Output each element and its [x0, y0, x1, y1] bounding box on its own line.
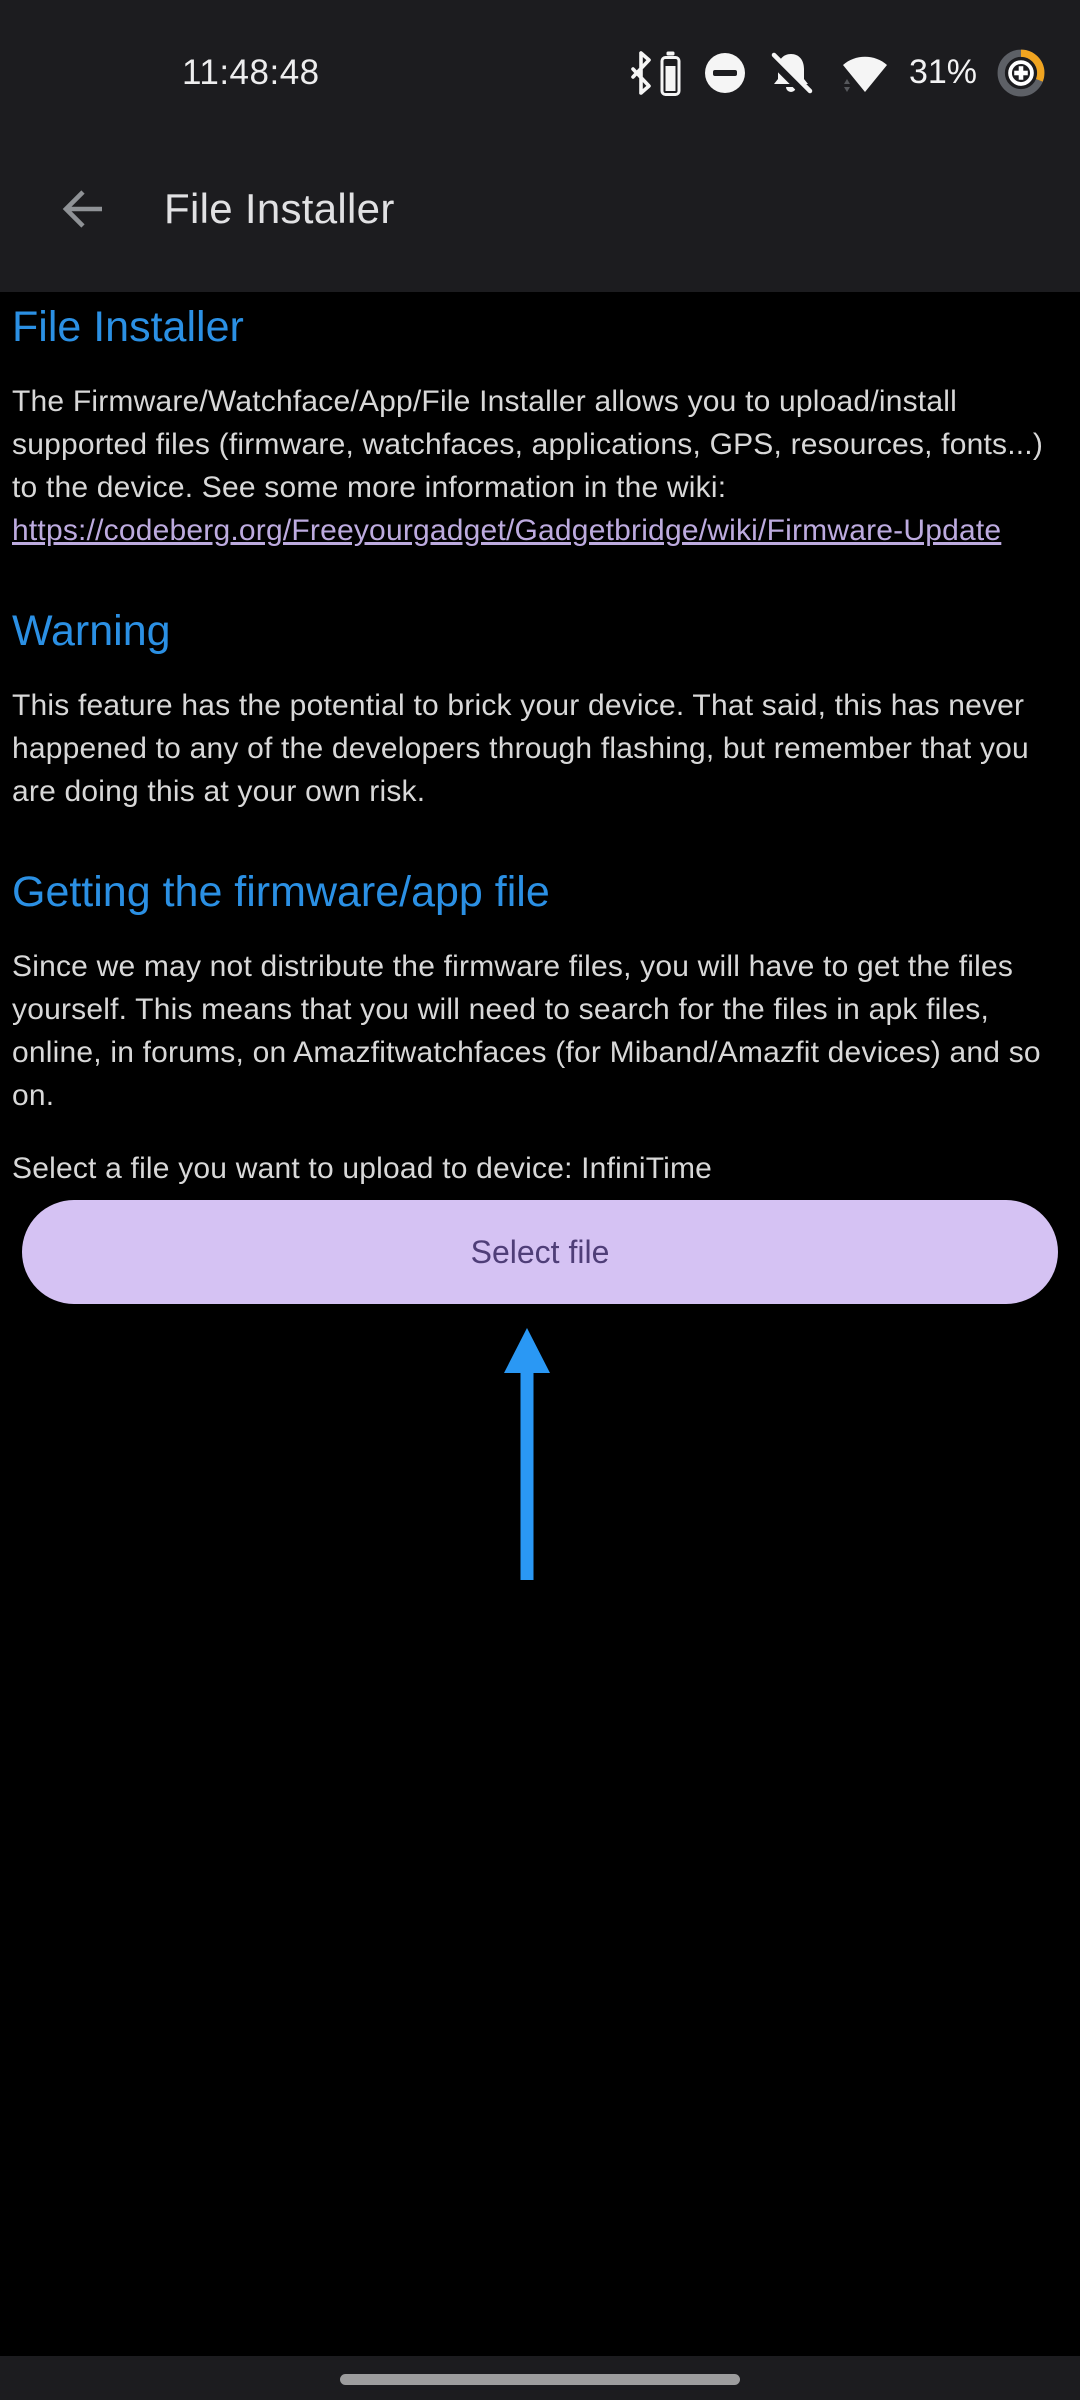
back-button[interactable] — [58, 185, 106, 233]
status-bar — [0, 0, 1080, 145]
select-file-button[interactable]: Select file — [22, 1200, 1058, 1304]
battery-saver-icon — [996, 48, 1046, 98]
firmware-update-wiki-link[interactable]: https://codeberg.org/Freeyourgadget/Gadgetbridge/wiki/Firmware-Update — [12, 514, 1002, 547]
bluetooth-device-battery-icon — [627, 48, 683, 98]
notifications-off-icon — [767, 49, 815, 97]
heading-warning: Warning — [12, 607, 171, 655]
paragraph-warning: This feature has the potential to brick your device. That said, this has never happened to any of the developers through flashing, but remember that you are doing this at your own risk. — [12, 689, 1029, 808]
do-not-disturb-icon — [702, 50, 748, 96]
battery-percent-label: 31% — [908, 53, 977, 91]
paragraph-getting-firmware: Since we may not distribute the firmware files, you will have to get the files yourself. This means that you will need to search for the files in apk files, online, in forums, on Amazfitwatchfaces (for Miband/Amazfit devices) and so on. — [12, 950, 1041, 1112]
gesture-navigation-bar — [0, 2356, 1080, 2400]
gesture-pill[interactable] — [340, 2374, 740, 2385]
heading-getting-firmware: Getting the firmware/app file — [12, 868, 550, 916]
arrow-back-icon — [59, 186, 105, 232]
file-installer-content — [0, 292, 1080, 1580]
up-arrow-indicator — [12, 1328, 1068, 1580]
status-clock: 11:48:48 — [182, 52, 320, 92]
app-bar-title: File Installer — [164, 185, 395, 232]
paragraph-installer-description — [12, 380, 1068, 552]
heading-file-installer: File Installer — [12, 303, 244, 351]
installer-description-text: The Firmware/Watchface/App/File Installer allows you to upload/install supported files (firmware, watchfaces, applications, GPS, resources, fonts...) to the device. See some more information in the wiki: — [12, 385, 1044, 504]
status-icon-cluster — [627, 48, 1046, 98]
top-chrome — [0, 0, 1080, 292]
wifi-icon — [834, 50, 888, 96]
up-arrow-icon — [503, 1328, 551, 1580]
app-bar — [0, 145, 1080, 273]
select-file-prompt: Select a file you want to upload to device: InfiniTime — [12, 1152, 713, 1185]
